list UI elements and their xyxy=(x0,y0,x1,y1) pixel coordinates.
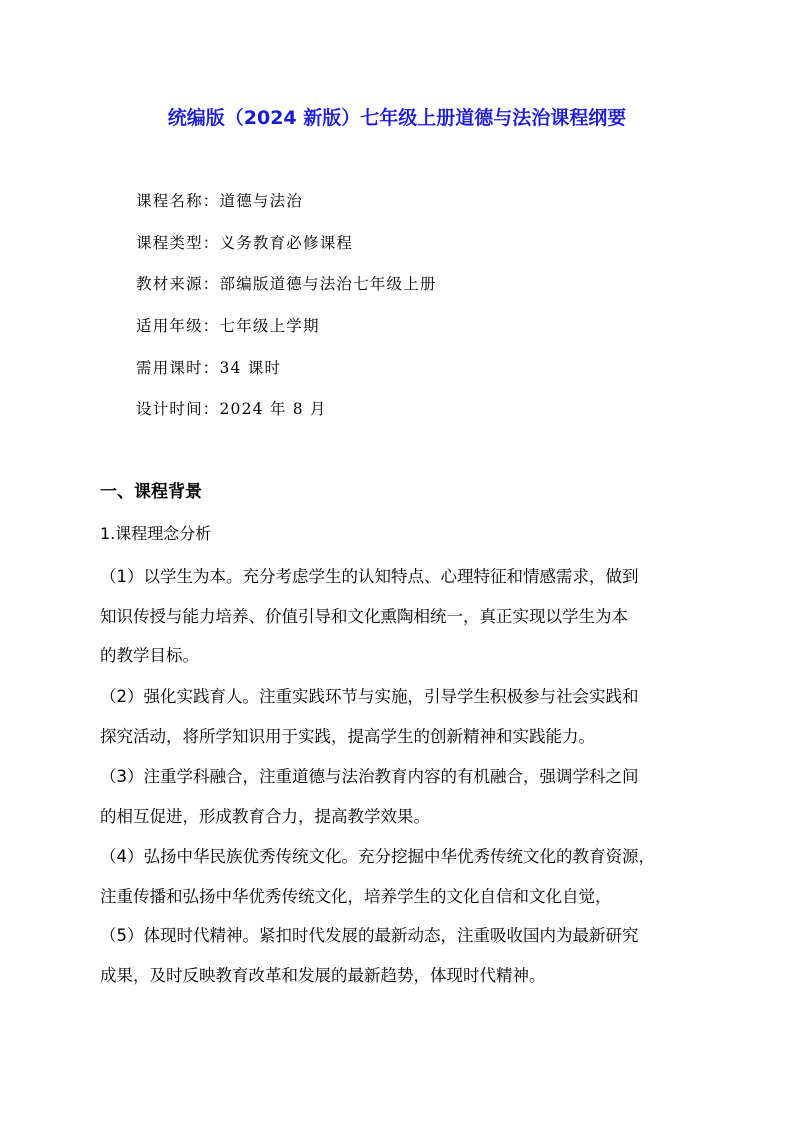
paragraph-traditional-culture xyxy=(100,837,700,916)
paragraph-spirit-of-times xyxy=(100,916,700,995)
paragraph-line: 探究活动，将所学知识用于实践，提高学生的创新精神和实践能力。 xyxy=(100,726,595,746)
paragraph-line: 知识传授与能力培养、价值引导和文化熏陶相统一，真正实现以学生为本 xyxy=(100,606,628,626)
paragraph-line: 的教学目标。 xyxy=(100,646,199,665)
document-title: 统编版（2024 新版）七年级上册道德与法治课程纲要 xyxy=(167,107,627,129)
paragraph-line: 成果，及时反映教育改革和发展的最新趋势，体现时代精神。 xyxy=(100,965,546,985)
paragraph-line: （5）体现时代精神。紧扣时代发展的最新动态，注重吸收国内为最新研究 xyxy=(100,926,639,945)
design-date-row: 设计时间：2024 年 8 月 xyxy=(136,400,327,419)
course-name-row: 课程名称：道德与法治 xyxy=(136,192,304,210)
textbook-source-row: 教材来源：部编版道德与法治七年级上册 xyxy=(136,275,437,294)
grade-row: 适用年级：七年级上学期 xyxy=(136,317,320,336)
course-type-row: 课程类型：义务教育必修课程 xyxy=(136,233,354,252)
paragraph-integration xyxy=(100,757,700,836)
paragraph-line: （3）注重学科融合，注重道德与法治教育内容的有机融合，强调学科之间 xyxy=(100,767,639,786)
section-heading-background: 一、课程背景 xyxy=(100,482,202,502)
paragraph-practice xyxy=(100,677,700,756)
paragraph-line: 的相互促进，形成教育合力，提高教学效果。 xyxy=(100,806,430,826)
paragraph-line: （4）弘扬中华民族优秀传统文化。充分挖掘中华优秀传统文化的教育资源， xyxy=(100,847,655,866)
paragraph-line: 注重传播和弘扬中华优秀传统文化，培养学生的文化自信和文化自觉， xyxy=(100,886,612,906)
paragraph-line: （1）以学生为本。充分考虑学生的认知特点、心理特征和情感需求，做到 xyxy=(100,567,639,586)
paragraph-student-centered xyxy=(100,557,700,676)
class-hours-row: 需用课时：34 课时 xyxy=(136,358,282,377)
subheading-concept-analysis: 1.课程理念分析 xyxy=(100,524,212,543)
paragraph-line: （2）强化实践育人。注重实践环节与实施，引导学生积极参与社会实践和 xyxy=(100,687,639,706)
course-info-list xyxy=(136,186,696,436)
